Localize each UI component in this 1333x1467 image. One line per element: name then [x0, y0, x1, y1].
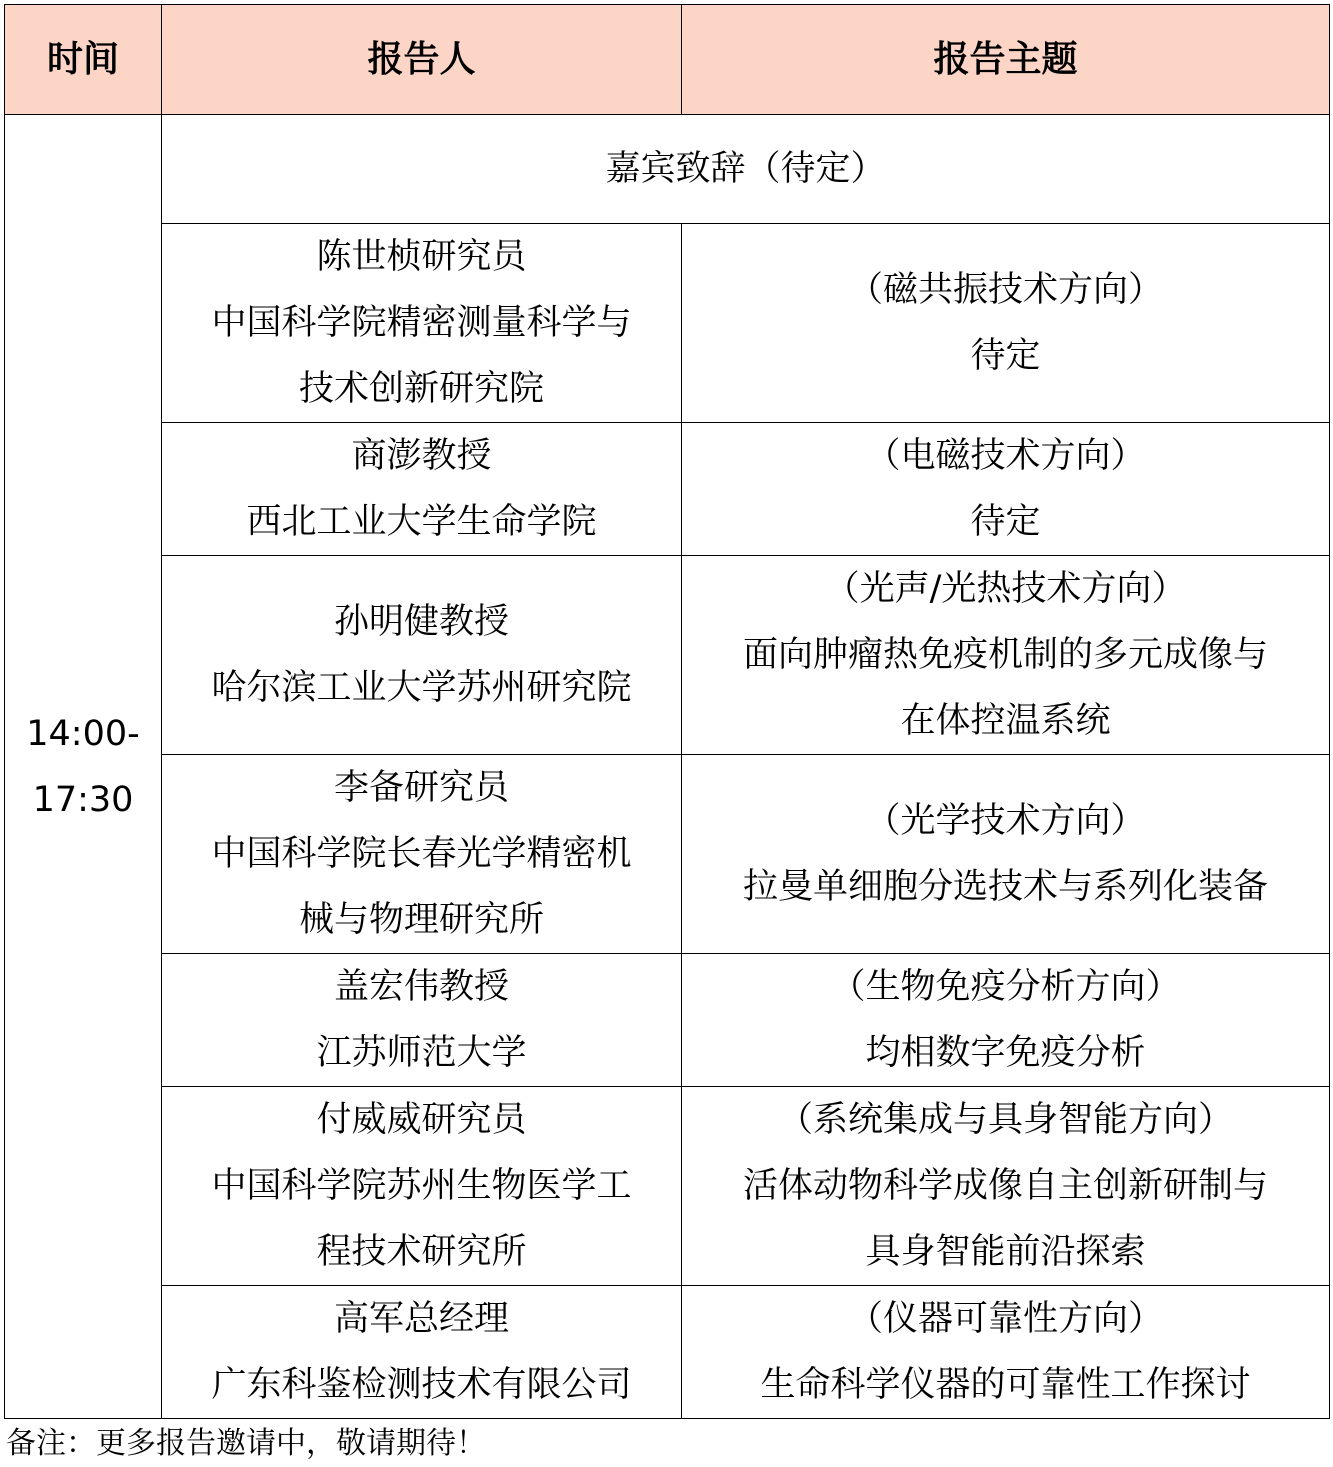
- speaker-affiliation: 程技术研究所: [316, 1232, 527, 1272]
- speaker-affiliation: 江苏师范大学: [316, 1033, 527, 1073]
- topic-direction: （光声/光热技术方向）: [824, 569, 1187, 609]
- speaker-cell: [162, 1087, 682, 1286]
- topic-direction: （生物免疫分析方向）: [830, 967, 1181, 1007]
- topic-title: 具身智能前沿探索: [865, 1232, 1146, 1272]
- topic-title: 在体控温系统: [900, 701, 1111, 741]
- topic-cell: [682, 1087, 1330, 1286]
- header-topic: 报告主题: [682, 5, 1330, 115]
- speaker-name: 李备研究员: [333, 768, 509, 808]
- speaker-cell: [162, 556, 682, 755]
- topic-direction: （仪器可靠性方向）: [847, 1299, 1163, 1339]
- table-row: [5, 954, 1330, 1087]
- topic-cell: [682, 954, 1330, 1087]
- table-row: [5, 224, 1330, 423]
- topic-cell: [682, 556, 1330, 755]
- time-cell: [5, 115, 162, 1419]
- speaker-name: 付威威研究员: [316, 1100, 527, 1140]
- topic-title: 待定: [970, 502, 1041, 542]
- topic-title: 待定: [970, 336, 1041, 376]
- schedule-table: [4, 4, 1330, 1419]
- topic-direction: （磁共振技术方向）: [847, 270, 1163, 310]
- speaker-name: 高军总经理: [333, 1299, 509, 1339]
- speaker-cell: [162, 954, 682, 1087]
- welcome-cell: 嘉宾致辞（待定）: [162, 115, 1330, 224]
- speaker-name: 盖宏伟教授: [333, 967, 509, 1007]
- speaker-cell: [162, 224, 682, 423]
- topic-cell: [682, 755, 1330, 954]
- speaker-affiliation: 哈尔滨工业大学苏州研究院: [211, 668, 632, 708]
- table-row: [5, 755, 1330, 954]
- table-row: [5, 556, 1330, 755]
- topic-title: 面向肿瘤热免疫机制的多元成像与: [742, 635, 1268, 675]
- topic-title: 生命科学仪器的可靠性工作探讨: [760, 1365, 1251, 1405]
- header-time: 时间: [5, 5, 162, 115]
- topic-direction: （光学技术方向）: [865, 801, 1146, 841]
- speaker-affiliation: 中国科学院苏州生物医学工: [211, 1166, 632, 1206]
- speaker-cell: [162, 755, 682, 954]
- speaker-affiliation: 西北工业大学生命学院: [246, 502, 597, 542]
- topic-title: 均相数字免疫分析: [865, 1033, 1146, 1073]
- time-end: 17:30: [32, 779, 134, 820]
- footnote: 备注：更多报告邀请中，敬请期待！: [6, 1426, 486, 1461]
- header-row: [5, 5, 1330, 115]
- topic-cell: [682, 423, 1330, 556]
- welcome-row: [5, 115, 1330, 224]
- topic-cell: [682, 224, 1330, 423]
- topic-direction: （系统集成与具身智能方向）: [777, 1100, 1233, 1140]
- time-start: 14:00-: [26, 713, 140, 754]
- topic-title: 拉曼单细胞分选技术与系列化装备: [742, 867, 1268, 907]
- header-speaker: 报告人: [162, 5, 682, 115]
- speaker-affiliation: 中国科学院精密测量科学与: [211, 303, 632, 343]
- speaker-cell: [162, 423, 682, 556]
- topic-cell: [682, 1286, 1330, 1419]
- topic-title: 活体动物科学成像自主创新研制与: [742, 1166, 1268, 1206]
- table-row: [5, 1087, 1330, 1286]
- speaker-cell: [162, 1286, 682, 1419]
- speaker-affiliation: 械与物理研究所: [298, 900, 544, 940]
- speaker-name: 商澎教授: [351, 436, 492, 476]
- speaker-name: 孙明健教授: [333, 602, 509, 642]
- table-row: [5, 1286, 1330, 1419]
- speaker-affiliation: 中国科学院长春光学精密机: [211, 834, 632, 874]
- speaker-affiliation: 广东科鉴检测技术有限公司: [211, 1365, 632, 1405]
- speaker-name: 陈世桢研究员: [316, 237, 527, 277]
- table-row: [5, 423, 1330, 556]
- speaker-affiliation: 技术创新研究院: [298, 369, 544, 409]
- topic-direction: （电磁技术方向）: [865, 436, 1146, 476]
